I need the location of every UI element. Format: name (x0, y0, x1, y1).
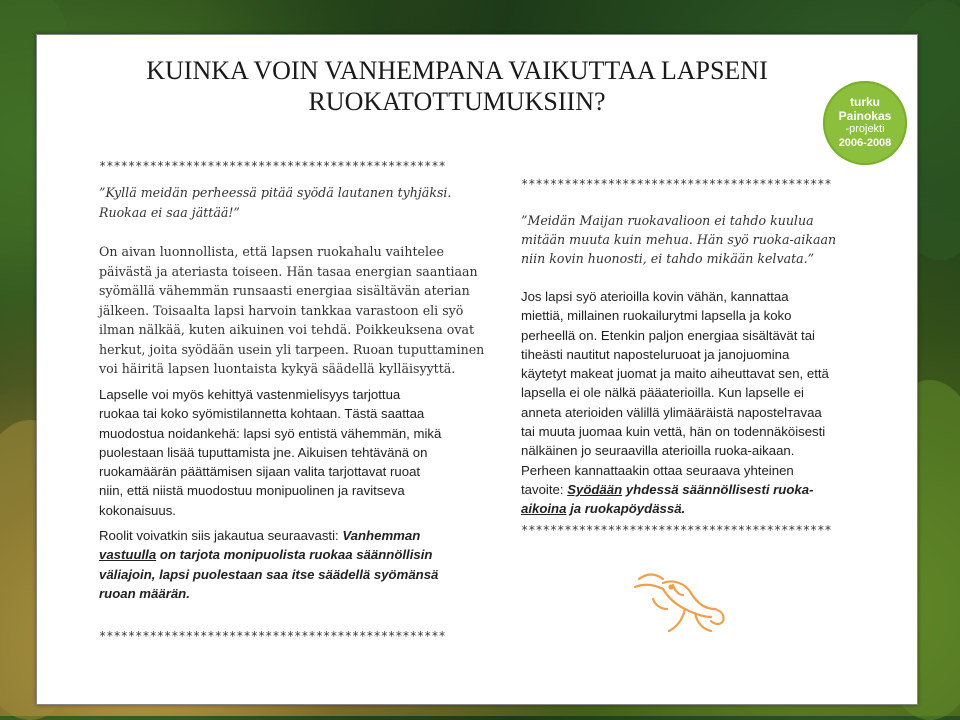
text-line: kokonaisuus. (99, 502, 176, 518)
page-title-line2: RUOKATOTTUMUKSIIN? (308, 87, 606, 116)
text-line (521, 499, 891, 518)
text-line: niin, että niistä muodostuu monipuolinen ja ravitseva (99, 483, 405, 499)
text-line: jälkeen. Toisaalta lapsi harvoin tankkaa varastoon eli syö (99, 302, 464, 318)
left-quote-line1: ”Kyllä meidän perheessä pitää syödä lautanen tyhjäksi. (99, 185, 452, 200)
text-line (521, 480, 891, 499)
right-paragraph (521, 287, 891, 519)
text-line: päivästä ja ateriasta toiseen. Hän tasaa energian saantiaan (99, 263, 478, 279)
text-line: mitään muuta kuin mehua. Hän syö ruoka-aikaan (521, 232, 837, 247)
text-line: anneta aterioiden välillä ylimääräistä napostelтavaa (521, 404, 822, 420)
roles-emphasis: väliajoin, lapsi puolestaan saa itse säädellä syömänsä (99, 566, 439, 582)
logo-name: Painokas (838, 109, 892, 123)
text-line (99, 545, 499, 564)
roles-emphasis: ruoan määrän. (99, 585, 190, 601)
roles-emphasis: Vanhemman (342, 528, 421, 544)
text-line: Perheen kannattaakin ottaa seuraava yhteinen (521, 462, 794, 478)
text-line: Lapselle voi myös kehittyä vastenmielisyys tarjottua (99, 387, 401, 402)
rabbit-illustration-icon (633, 565, 729, 639)
turku-painokas-logo (823, 81, 907, 165)
text-line: puolestaan lisää tuputtamista jne. Aikuisen tehtävänä on (99, 444, 428, 460)
tavoite-label: tavoite: (521, 481, 568, 497)
text-line: ruokamäärän päättämisen sijaan valita tarjottavat ruoat (99, 464, 421, 480)
text-line: herkut, joita syödään usein yli tarpeen. Ruoan tuputtaminen (99, 341, 485, 357)
left-column (99, 183, 499, 379)
goal-emphasis-underlined: aikoina (521, 501, 567, 517)
roles-emphasis: on tarjota monipuolista ruokaa säännöllisin (159, 547, 433, 563)
page-title (117, 55, 797, 117)
right-divider-bottom: ******************************************* (521, 523, 832, 537)
goal-emphasis: ja ruokapöydässä. (570, 501, 686, 517)
text-line: lapsella ei ole nälkä pääaterioilla. Kun lapselle ei (521, 385, 804, 401)
text-line: syömällä vähemmän runsaasti energiaa sisältävän aterian (99, 283, 470, 298)
text-line: ilman nälkää, kuten aikuinen voi tehdä. Poikkeuksena ovat (99, 322, 475, 337)
logo-subtitle: -projekti (845, 123, 885, 135)
text-line: voi häiritä lapsen luontaista kykyä säädellä kylläisyyttä. (99, 361, 456, 376)
text-line: tiheästi nautitut naposteluruoat ja janojuomina (521, 346, 790, 362)
text-line: ”Meidän Maijan ruokavalioon ei tahdo kuulua (521, 213, 814, 228)
roles-emphasis-underlined: vastuulla (99, 547, 157, 563)
text-line: tai muuta juomaa kuin vettä, hän on todennäköisesti (521, 424, 826, 440)
right-divider-top: ******************************************* (521, 177, 832, 191)
goal-emphasis-underlined: Syödään (567, 481, 623, 497)
text-line: nälkäinen jo seuraavilla aterioilla ruoka-aikaan. (521, 443, 795, 459)
article-panel (36, 34, 918, 705)
text-line: käytetyt makeat juomat ja maito aiheuttavat sen, että (521, 366, 829, 382)
goal-emphasis: yhdessä säännöllisesti ruoka- (625, 481, 814, 497)
right-quote (521, 211, 891, 268)
text-line: Jos lapsi syö aterioilla kovin vähän, kannattaa (521, 289, 789, 304)
left-divider-bottom: ************************************************ (99, 629, 446, 643)
left-paragraph-1 (99, 242, 499, 379)
text-line: ruokaa tai koko syömistilannetta kohtaan. Tästä saattaa (99, 406, 425, 422)
roles-intro: Roolit voivatkin siis jakautua seuraavasti: (99, 528, 343, 544)
text-line: miettiä, millainen ruokailurytmi lapsella ja koko (521, 308, 792, 324)
logo-brand: turku (850, 95, 880, 109)
logo-years: 2006-2008 (838, 137, 892, 149)
text-line: muodostua noidankehä: lapsi syö entistä vähemmän, mikä (99, 425, 442, 441)
left-quote-line2: Ruokaa ei saa jättää!” (99, 204, 240, 220)
text-line: niin kovin huonosti, ei tahdo mikään kelvata.” (521, 251, 815, 266)
left-divider-top: ************************************************ (99, 159, 446, 173)
text-line: perheellä on. Etenkin paljon energiaa sisältävät tai (521, 327, 815, 343)
page-title-line1: KUINKA VOIN VANHEMPANA VAIKUTTAA LAPSENI (146, 56, 768, 85)
left-column-continued (99, 385, 499, 603)
left-paragraph-2 (99, 526, 499, 545)
text-line: On aivan luonnollista, että lapsen ruokahalu vaihtelee (99, 244, 444, 259)
